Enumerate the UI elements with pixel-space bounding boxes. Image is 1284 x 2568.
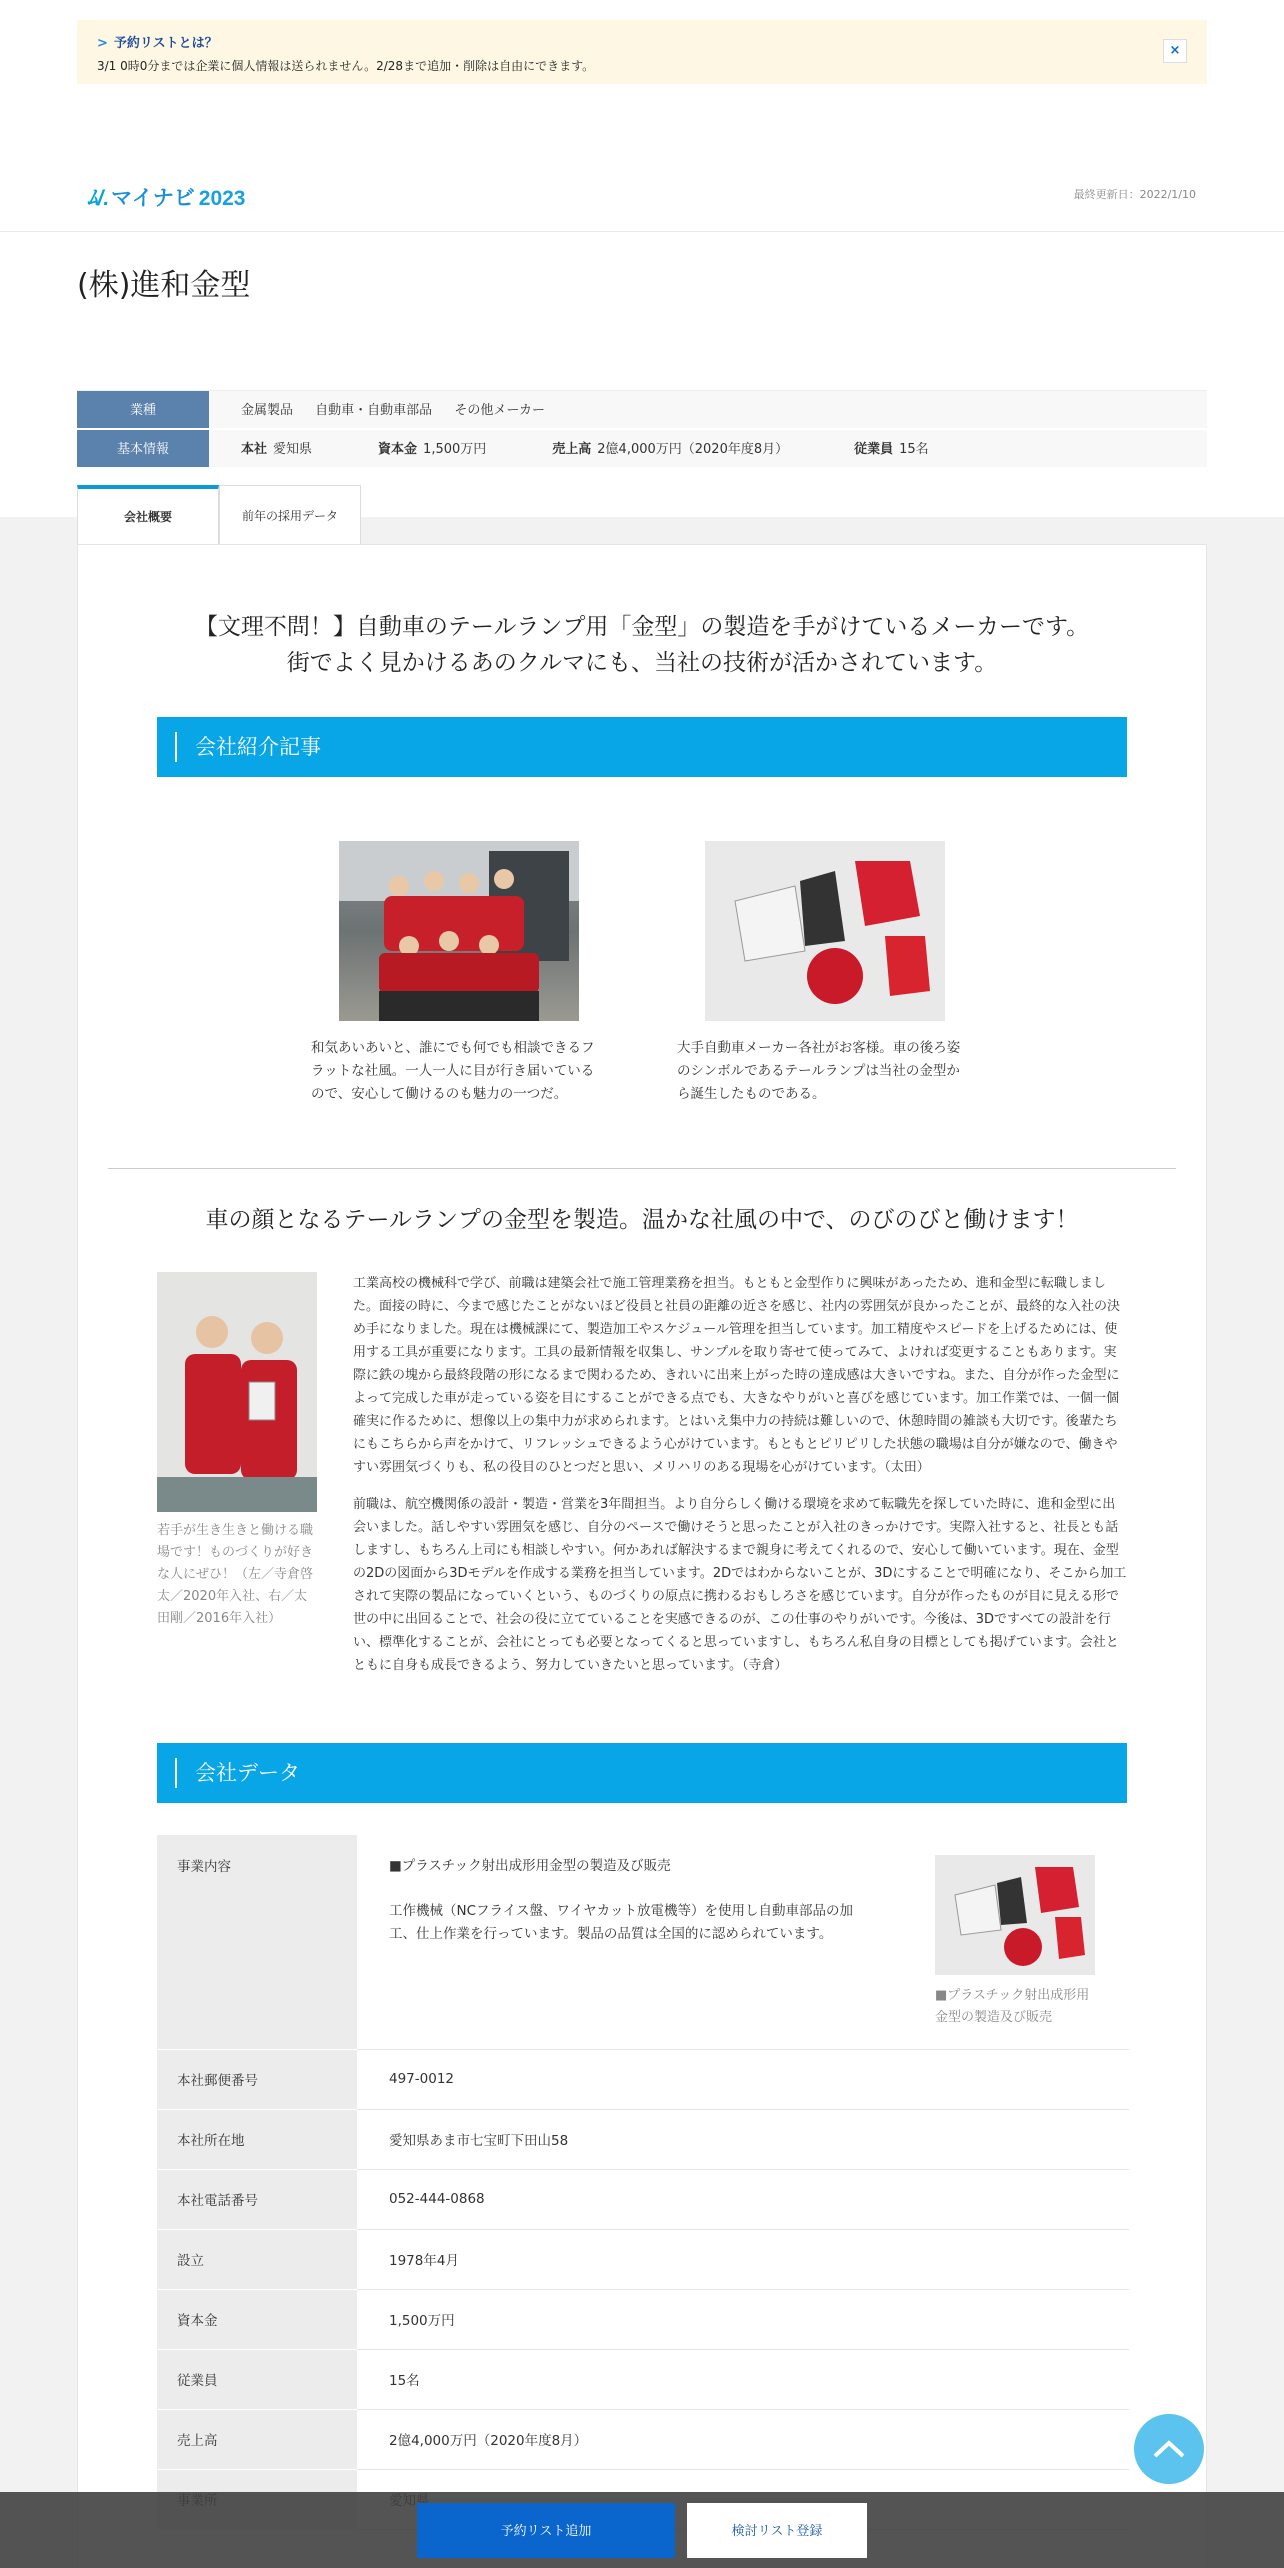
photo-caption: 大手自動車メーカー各社がお客様。車の後ろ姿のシンボルであるテールランプは当社の金型から誕生したものである。 xyxy=(677,1040,961,1102)
staff-photo xyxy=(339,841,579,1021)
data-value: 1978年4月 xyxy=(357,2229,1129,2289)
table-row xyxy=(157,2109,1129,2169)
basic-info-values xyxy=(209,430,1207,467)
top-area xyxy=(0,0,1284,232)
data-value: 052-444-0868 xyxy=(357,2169,1129,2229)
taillamp-photo xyxy=(705,841,945,1021)
industry-item: 金属製品 xyxy=(241,403,294,418)
data-key: 売上高 xyxy=(157,2409,357,2469)
story-paragraph: 前職は、航空機関係の設計・製造・営業を3年間担当。より自分らしく働ける環境を求めて転職先を探していた時に、進和金型に出会いました。話しやすい雰囲気を感じ、自分のペースで働けそうと思ったことが入社のきっかけです。実際入社すると、社長とも話しますし、もちろん上司にも相談しやすい。何かあれば解決するまで親身に考えてくれるので、安心して働いています。現在、金型の2Dの図面から3Dモデルを作成する業務を担当しています。2Dではわからないことが、3Dにすることで明確になり、そこから加工されて実際の製品になっていくという、ものづくりの原点に携わるおもしろさを感じています。自分が作ったものが目に見える形で世の中に出回ることで、社会の役に立てていることを実感できるのが、この仕事のやりがいです。今後は、3Dですべての設計を行い、標準化することが、会社にとっても必要となってくると思っていますし、もちろん私自身の目標としても掲げています。会社とともに自身も成長できるよう、努力していきたいと思っています。（寺倉） xyxy=(353,1497,1127,1673)
company-data-heading: 会社データ xyxy=(157,1743,1127,1803)
site-header xyxy=(0,64,1284,232)
basic-value: 2億4,000万円（2020年度8月） xyxy=(597,442,789,457)
data-key: 事業内容 xyxy=(157,1835,357,2049)
table-row xyxy=(157,2049,1129,2109)
basic-value: 1,500万円 xyxy=(423,442,487,457)
basic-item xyxy=(241,442,330,457)
basic-info-label: 基本情報 xyxy=(77,430,209,467)
data-key: 資本金 xyxy=(157,2289,357,2349)
table-row xyxy=(157,2289,1129,2349)
tab-company-overview[interactable]: 会社概要 xyxy=(77,485,219,545)
company-info-table xyxy=(77,390,1207,469)
add-consider-list-button[interactable]: 検討リスト登録 xyxy=(687,2503,867,2558)
data-key: 本社電話番号 xyxy=(157,2169,357,2229)
table-row xyxy=(157,2409,1129,2469)
data-key: 従業員 xyxy=(157,2349,357,2409)
taillamp-illustration xyxy=(705,841,945,1021)
story-text xyxy=(317,1272,1127,1677)
section-divider xyxy=(108,1168,1176,1169)
data-value xyxy=(357,1835,1129,2049)
company-header xyxy=(0,232,1284,517)
employee-story xyxy=(157,1272,1127,1677)
business-image-illustration xyxy=(935,1855,1095,1975)
industry-row xyxy=(77,391,1207,430)
photo-caption: 和気あいあいと、誰にでも何でも相談できるフラットな社風。一人一人に目が行き届いているので、安心して働けるのも魅力の一つだ。 xyxy=(311,1040,595,1102)
tab-last-year-data[interactable]: 前年の採用データ xyxy=(219,485,361,545)
table-row xyxy=(157,2229,1129,2289)
photo-card xyxy=(677,841,973,1106)
chevron-right-icon: > xyxy=(97,36,108,51)
lead-line: 街でよく見かけるあのクルマにも、当社の技術が活かされています。 xyxy=(286,650,998,676)
basic-item xyxy=(378,442,504,457)
data-value: 愛知県あま市七宝町下田山58 xyxy=(357,2109,1129,2169)
basic-key: 資本金 xyxy=(378,442,418,457)
data-key: 本社郵便番号 xyxy=(157,2049,357,2109)
notice-desc: 3/1 0時0分までは企業に個人情報は送られません。2/28まで追加・削除は自由にできます。 xyxy=(97,59,595,73)
business-text xyxy=(389,1855,879,2029)
company-data-table xyxy=(157,1835,1129,2530)
staff-photo-illustration xyxy=(339,841,579,1021)
basic-info-row xyxy=(77,430,1207,469)
content-tabs xyxy=(77,485,361,545)
mynavi-logo[interactable] xyxy=(87,182,245,212)
business-content xyxy=(389,1855,1097,2029)
business-image-block xyxy=(935,1855,1097,2029)
basic-value: 愛知県 xyxy=(273,442,313,457)
table-row xyxy=(157,2349,1129,2409)
lead-copy xyxy=(78,609,1206,681)
photo-card xyxy=(311,841,607,1106)
basic-key: 売上高 xyxy=(552,442,592,457)
industry-label: 業種 xyxy=(77,391,209,428)
industry-item: その他メーカー xyxy=(454,403,546,418)
story-heading: 車の顔となるテールランプの金型を製造。温かな社風の中で、のびのびと働けます！ xyxy=(205,1207,1079,1233)
business-line: 工作機械（NCフライス盤、ワイヤカット放電機等）を使用し自動車部品の加工、仕上作業を行っています。製品の品質は全国的に認められています。 xyxy=(389,1903,853,1942)
logo-brand: マイナビ xyxy=(111,187,195,210)
intro-photos xyxy=(78,841,1206,1106)
basic-item xyxy=(854,442,947,457)
employee-photo xyxy=(157,1272,317,1512)
add-reservation-list-button[interactable]: 予約リスト追加 xyxy=(417,2503,675,2558)
notice-title-link[interactable] xyxy=(97,32,1187,51)
lead-line: 【文理不問！】自動車のテールランプ用「金型」の製造を手がけているメーカーです。 xyxy=(194,614,1090,640)
industry-values xyxy=(209,391,1207,428)
back-to-top-button[interactable] xyxy=(1134,2414,1204,2484)
chevron-up-icon xyxy=(1152,2439,1186,2459)
data-key: 設立 xyxy=(157,2229,357,2289)
business-line: ■プラスチック射出成形用金型の製造及び販売 xyxy=(389,1858,671,1874)
table-row xyxy=(157,1835,1129,2049)
industry-item: 自動車・自動車部品 xyxy=(315,403,433,418)
last-updated: 最終更新日：2022/1/10 xyxy=(1073,188,1196,201)
table-row xyxy=(157,2169,1129,2229)
employee-photo-caption: 若手が生き生きと働ける職場です！ものづくりが好きな人にぜひ！（左／寺倉啓太／2020年入社、右／太田剛／2016年入社） xyxy=(157,1523,314,1626)
notice-title[interactable]: 予約リストとは？ xyxy=(113,36,218,51)
basic-key: 本社 xyxy=(241,442,268,457)
basic-value: 15名 xyxy=(899,442,929,457)
data-value: 2億4,000万円（2020年度8月） xyxy=(357,2409,1129,2469)
close-icon[interactable]: × xyxy=(1163,39,1187,63)
logo-mark-icon: ﾑ/. xyxy=(87,187,110,210)
employee-photo-illustration xyxy=(157,1272,317,1512)
story-paragraph: 工業高校の機械科で学び、前職は建築会社で施工管理業務を担当。もともと金型作りに興味があったため、進和金型に転職しました。面接の時に、今まで感じたことがないほど役員と社員の距離の近さを感じ、社内の雰囲気が良かったことが、最終的な入社の決め手になりました。現在は機械課にて、製造加工やスケジュール管理を担当しています。加工精度やスピードを上げるためには、使用する工具が重要になります。工具の最新情報を収集し、サンプルを取り寄せて使ってみて、よければ変更することもあります。実際に鉄の塊から最終段階の形になるまで関わるため、きれいに出来上がった時の達成感は大きいですね。また、自分が作った金型によって完成した車が走っている姿を目にすることができる点でも、大きなやりがいと喜びを感じています。加工作業では、一個一個確実に作るために、想像以上の集中力が求められます。とはいえ集中力の持続は難しいので、休憩時間の雑談も大切です。後輩たちにもこちらから声をかけて、リフレッシュできるよう心がけています。もともとピリピリした状態の職場は自分が嫌なので、働きやすい雰囲気づくりも、私の役目のひとつだと思い、メリハリのある現場を心がけています。（太田） xyxy=(353,1276,1121,1475)
sticky-action-bar xyxy=(0,2492,1284,2568)
data-value: 497-0012 xyxy=(357,2049,1129,2109)
business-image[interactable] xyxy=(935,1855,1095,1975)
intro-section-heading: 会社紹介記事 xyxy=(157,717,1127,777)
story-side xyxy=(157,1272,317,1677)
data-key: 本社所在地 xyxy=(157,2109,357,2169)
company-name: (株)進和金型 xyxy=(77,268,251,303)
business-image-caption: ■プラスチック射出成形用金型の製造及び販売 xyxy=(935,1988,1090,2025)
data-value: 1,500万円 xyxy=(357,2289,1129,2349)
data-value: 15名 xyxy=(357,2349,1129,2409)
logo-year: 2023 xyxy=(198,187,246,210)
company-overview-panel xyxy=(77,544,1207,2568)
basic-key: 従業員 xyxy=(854,442,894,457)
basic-item xyxy=(552,442,806,457)
